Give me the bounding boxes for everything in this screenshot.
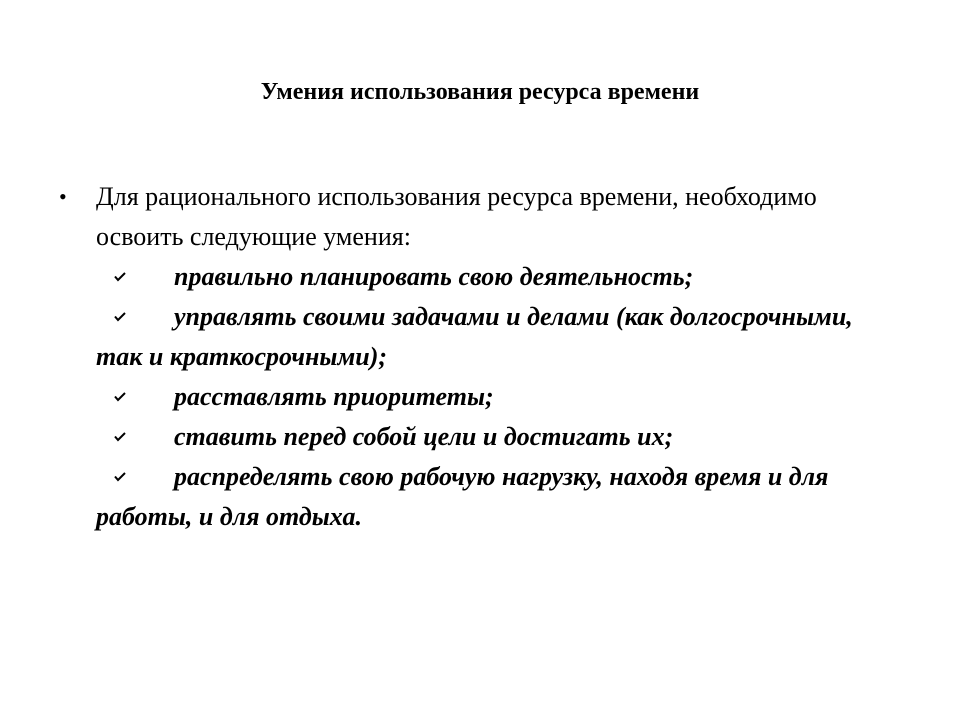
checkmark-icon xyxy=(114,417,128,457)
bullet-icon: • xyxy=(59,184,67,209)
skill-item-plan xyxy=(96,257,896,297)
slide-title: Умения использования ресурса времени xyxy=(260,79,700,105)
checkmark-icon xyxy=(114,377,128,417)
bullet-paragraph xyxy=(59,177,896,257)
skill-item-manage xyxy=(96,297,896,377)
skill-item-workload xyxy=(96,457,896,537)
skill-item-text: ставить перед собой цели и достигать их; xyxy=(174,422,674,451)
checkmark-icon xyxy=(114,297,128,337)
skill-item-text: распределять свою рабочую нагрузку, находя время и для работы, и для отдыха. xyxy=(96,462,829,531)
skill-item-text: правильно планировать свою деятельность; xyxy=(174,262,694,291)
skill-item-text: расставлять приоритеты; xyxy=(174,382,494,411)
checkmark-icon xyxy=(114,257,128,297)
skill-item-goals xyxy=(96,417,896,457)
skill-item-text: управлять своими задачами и делами (как долгосрочными, так и краткосрочными); xyxy=(96,302,853,371)
skill-item-priorities xyxy=(96,377,896,417)
bullet-text: Для рационального использования ресурса времени, необходимо освоить следующие умения: xyxy=(96,182,817,251)
skills-list xyxy=(96,257,896,537)
checkmark-icon xyxy=(114,457,128,497)
slide-content xyxy=(59,177,896,537)
